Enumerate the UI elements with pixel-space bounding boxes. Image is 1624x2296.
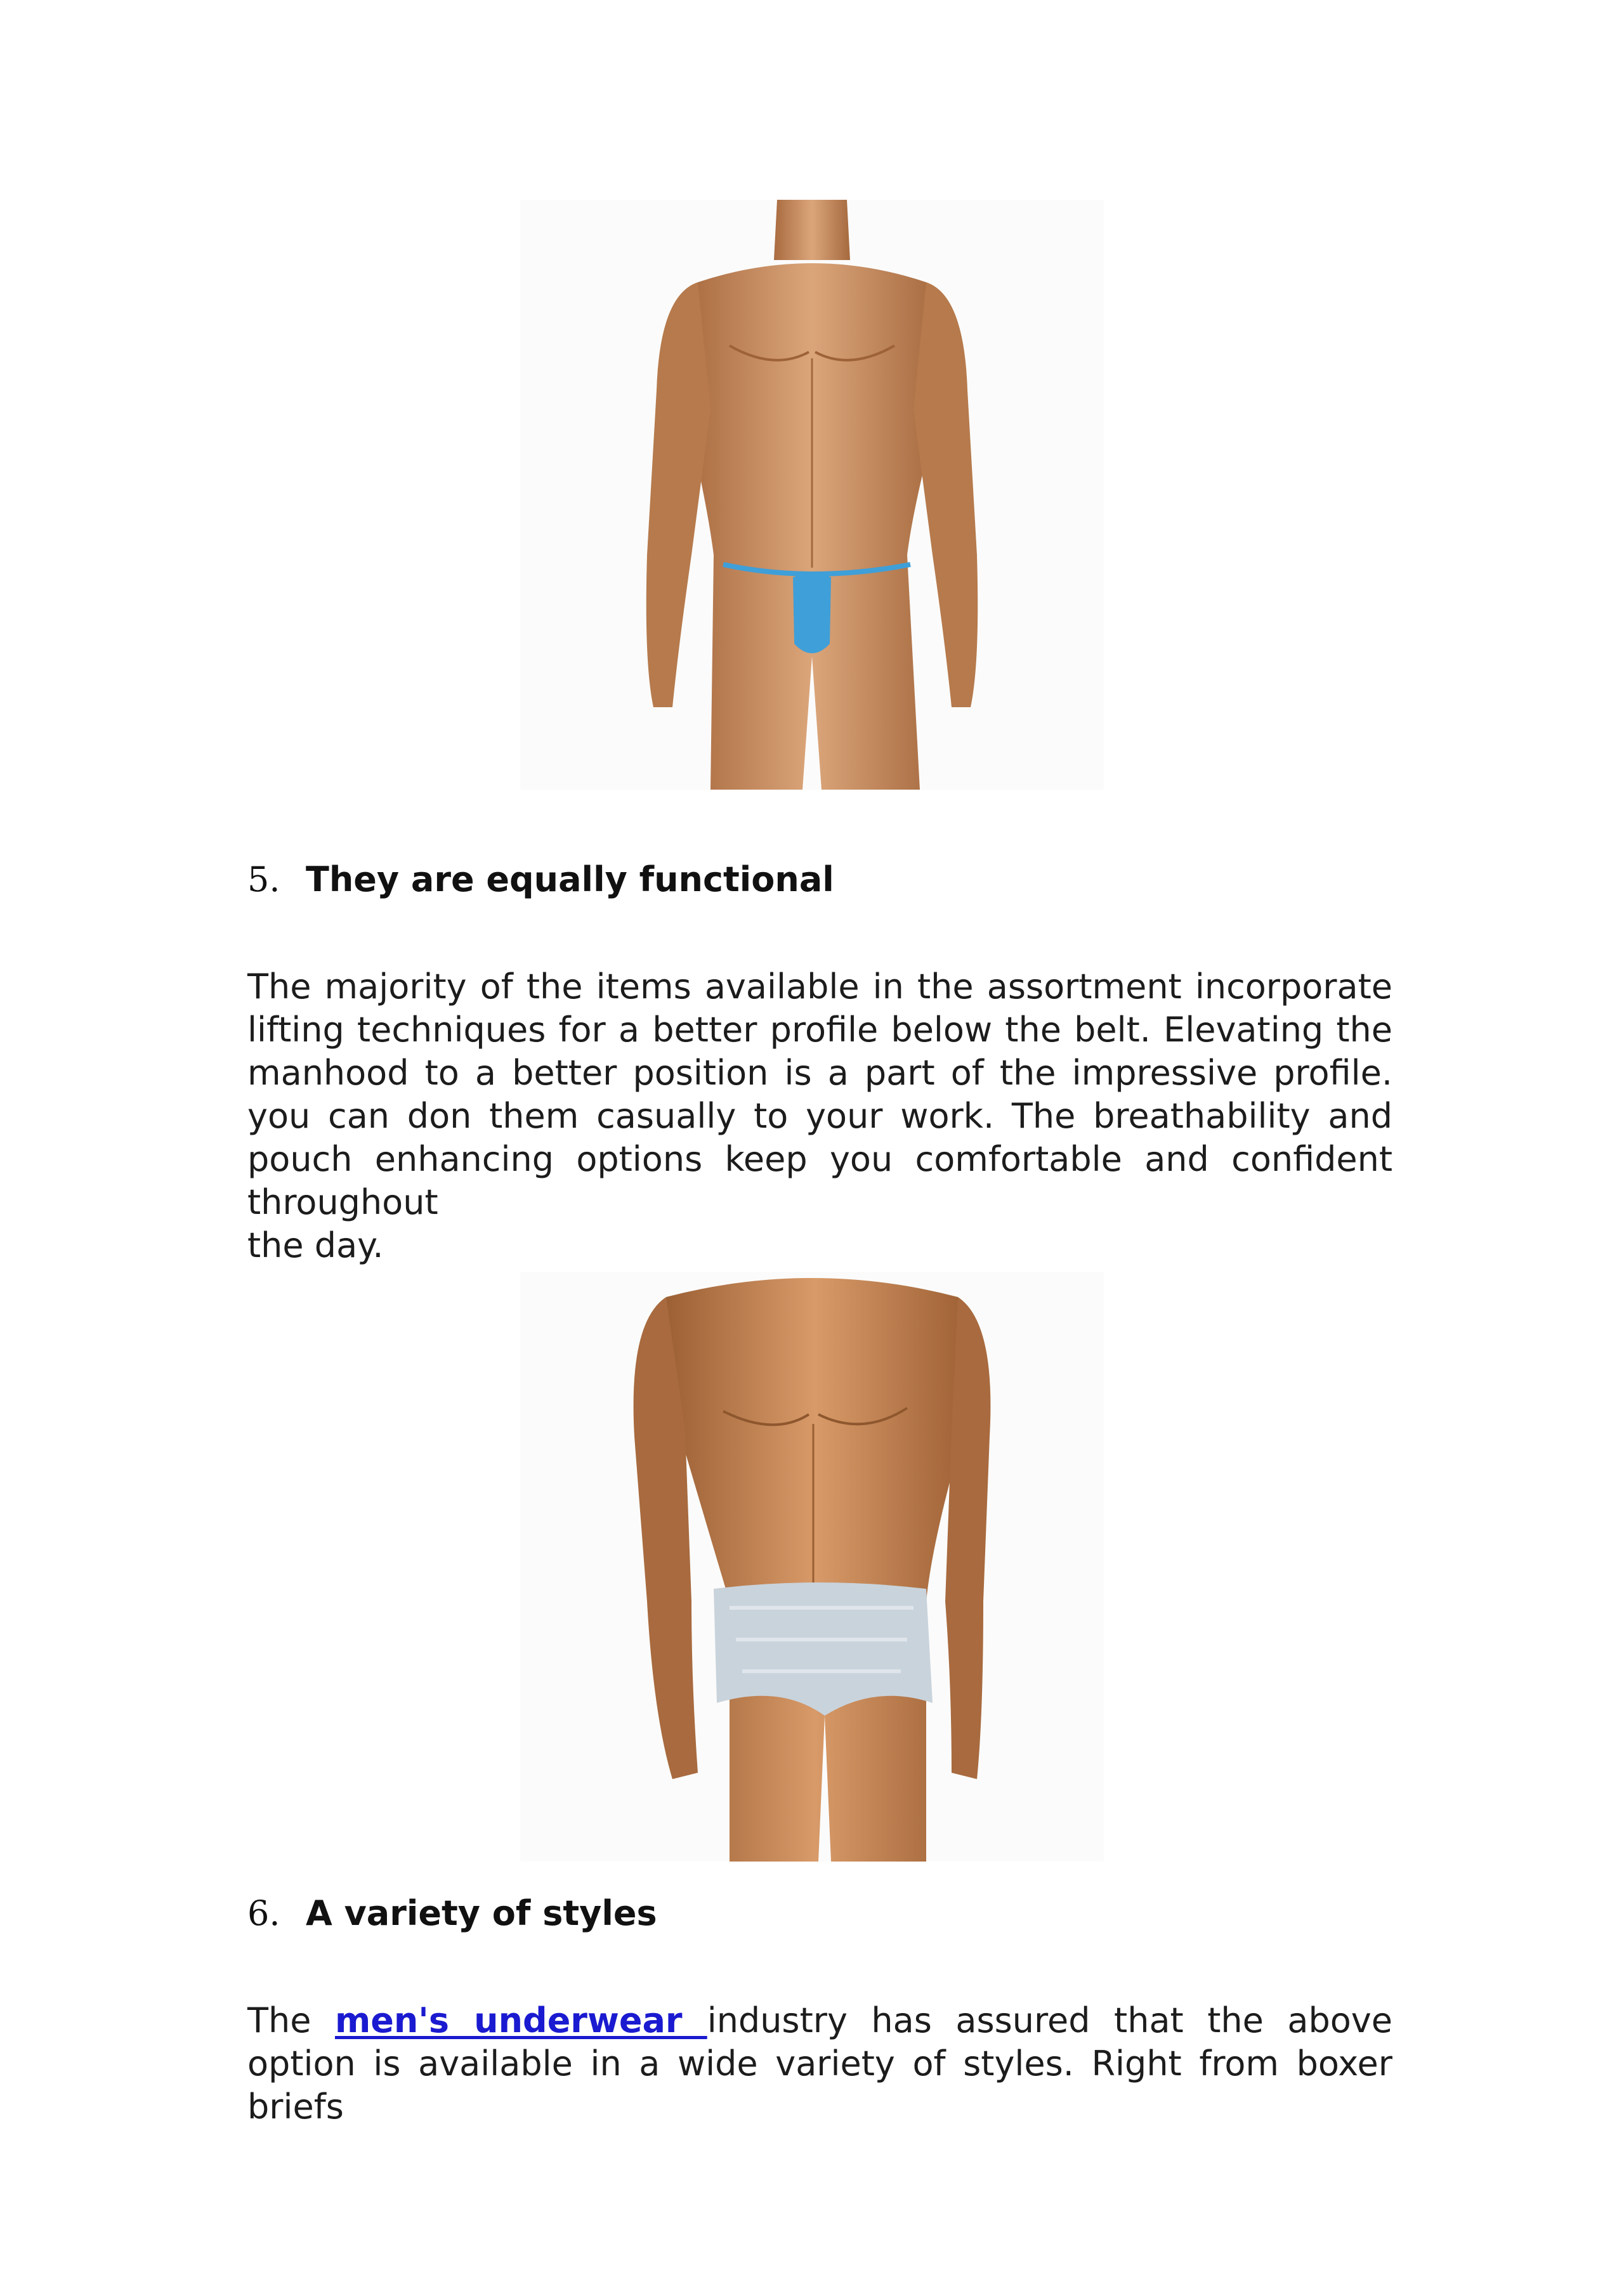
section-5-paragraph xyxy=(247,965,1392,1267)
paragraph-text: The majority of the items available in the assortment incorporate lifting techniques for a better profile below the belt. Elevating the manhood to a better position is a part of the impressive profile. you can don them casually to your work. The breathability and pouch enhancing options keep you comfortable and confident throughout xyxy=(247,967,1392,1222)
model-figure-1 xyxy=(520,200,1104,790)
section-heading-5 xyxy=(247,859,834,899)
heading-number: 5. xyxy=(247,859,280,899)
product-photo-lace-trunk xyxy=(520,1272,1104,1862)
heading-number: 6. xyxy=(247,1893,280,1933)
section-6-paragraph xyxy=(247,1999,1392,2129)
paragraph-text-after-link: industry has assured that the above option is available in a wide variety of styles. Right from boxer briefs xyxy=(247,2000,1392,2127)
model-figure-2 xyxy=(520,1272,1104,1862)
heading-title: A variety of styles xyxy=(306,1893,657,1933)
product-photo-blue-thong xyxy=(520,200,1104,790)
section-heading-6 xyxy=(247,1893,657,1933)
heading-title: They are equally functional xyxy=(306,859,834,899)
paragraph-last-line: the day. xyxy=(247,1225,384,1265)
paragraph-text-before-link: The xyxy=(247,2000,335,2040)
mens-underwear-link[interactable]: men's underwear xyxy=(334,2000,707,2040)
